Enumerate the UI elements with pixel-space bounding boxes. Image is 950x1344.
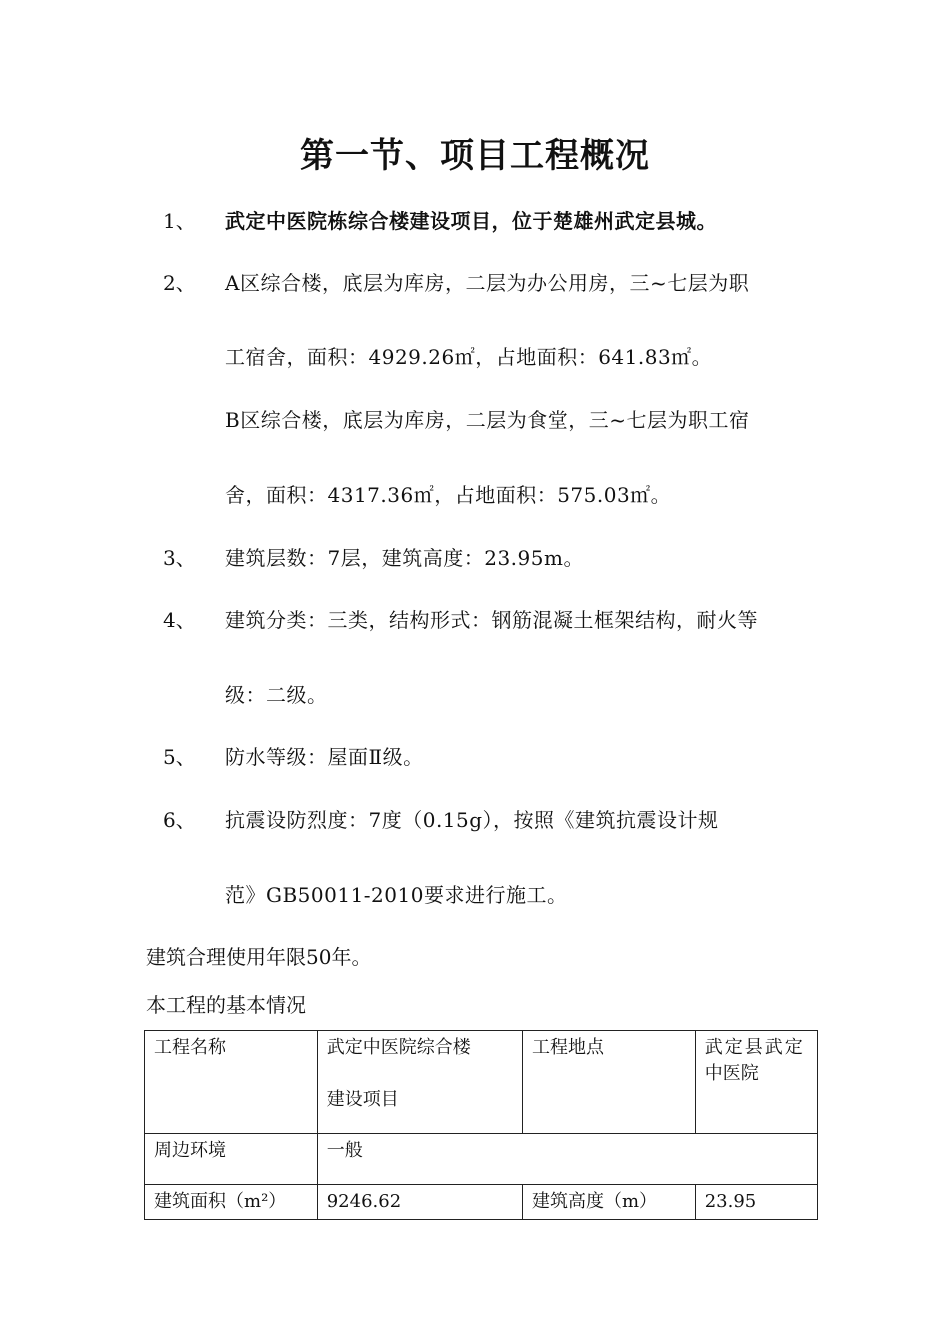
- cell-line: 中医院: [704, 1063, 759, 1084]
- list-item-2: [0, 268, 950, 298]
- cell-line: 建设项目: [326, 1089, 399, 1110]
- cell-area-value: 9246.62: [317, 1185, 522, 1220]
- item-text: B区综合楼，底层为库房，二层为食堂，三~七层为职工宿: [225, 408, 750, 432]
- service-life-text: 建筑合理使用年限50年。: [146, 945, 372, 969]
- cell-environment-label: 周边环境: [145, 1134, 318, 1185]
- item-number: 6、: [163, 808, 196, 832]
- item-text-continued: 级：二级。: [225, 683, 328, 707]
- table-row-environment: [145, 1134, 818, 1185]
- cell-line: 武定中医院综合楼: [326, 1037, 471, 1058]
- list-item-6-continued: [0, 880, 950, 910]
- table-row-project: [145, 1031, 818, 1134]
- list-item-4: [0, 605, 950, 635]
- cell-height-value: 23.95: [695, 1185, 817, 1220]
- item-text-continued: 工宿舍，面积：4929.26㎡，占地面积：641.83㎡。: [225, 345, 713, 369]
- item-text: 武定中医院栋综合楼建设项目，位于楚雄州武定县城。: [225, 209, 717, 233]
- item-number: 2、: [163, 271, 196, 295]
- item-number: 1、: [163, 209, 196, 233]
- table-caption: 本工程的基本情况: [146, 993, 306, 1017]
- page-title: 第一节、项目工程概况: [300, 136, 650, 176]
- cell-environment-value: 一般: [317, 1134, 817, 1185]
- list-item-3: [0, 543, 950, 573]
- item-number: 4、: [163, 608, 196, 632]
- list-item-1: [0, 206, 950, 236]
- table-row-building: [145, 1185, 818, 1220]
- item-text: A区综合楼，底层为库房，二层为办公用房，三~七层为职: [225, 271, 750, 295]
- item-text: 建筑层数：7层，建筑高度：23.95m。: [225, 546, 584, 570]
- item-number: 5、: [163, 745, 196, 769]
- cell-project-location-value: [695, 1031, 817, 1134]
- list-item-5: [0, 742, 950, 772]
- list-item-2b-continued: [0, 480, 950, 510]
- cell-height-label: 建筑高度（m）: [522, 1185, 695, 1220]
- item-number: 3、: [163, 546, 196, 570]
- list-item-2b: [0, 405, 950, 435]
- item-text: 防水等级：屋面Ⅱ级。: [225, 745, 424, 769]
- list-item-6: [0, 805, 950, 835]
- cell-line: 武定县武定: [704, 1037, 805, 1058]
- cell-area-label: 建筑面积（m²）: [145, 1185, 318, 1220]
- cell-project-name-label: 工程名称: [145, 1031, 318, 1134]
- item-text-continued: 范》GB50011-2010要求进行施工。: [225, 883, 568, 907]
- item-text-continued: 舍，面积：4317.36㎡，占地面积：575.03㎡。: [225, 483, 672, 507]
- project-info-table: [144, 1030, 818, 1220]
- cell-project-name-value: [317, 1031, 522, 1134]
- cell-project-location-label: 工程地点: [522, 1031, 695, 1134]
- item-text: 抗震设防烈度：7度（0.15g），按照《建筑抗震设计规: [225, 808, 719, 832]
- list-item-4-continued: [0, 680, 950, 710]
- list-item-2-continued: [0, 342, 950, 372]
- item-text: 建筑分类：三类，结构形式：钢筋混凝土框架结构，耐火等: [225, 608, 758, 632]
